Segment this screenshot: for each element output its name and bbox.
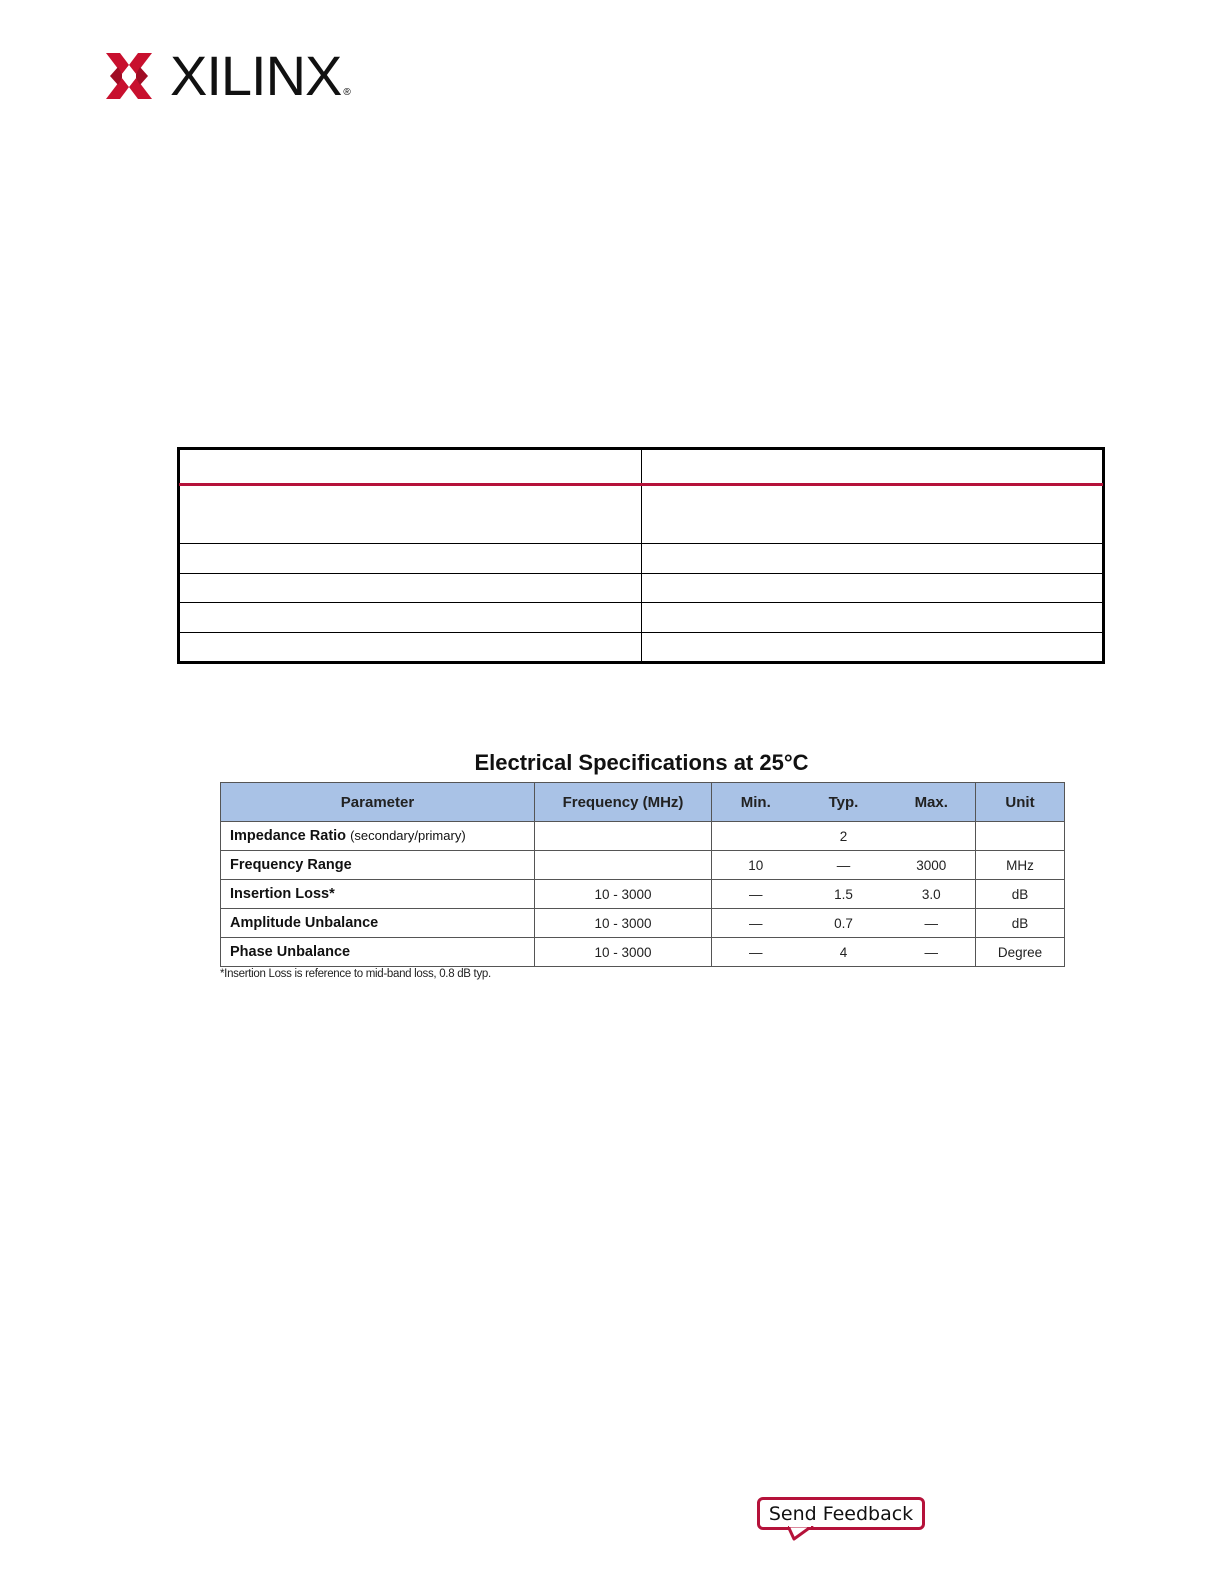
- freq-cell: 10 - 3000: [535, 909, 712, 938]
- blank-cell: [641, 632, 1103, 662]
- speech-bubble-tail-icon: [788, 1526, 814, 1542]
- send-feedback-label: Send Feedback: [768, 1502, 914, 1525]
- param-cell: [221, 851, 535, 880]
- spec-table-title: Electrical Specifications at 25°C: [474, 750, 809, 775]
- table-row: [221, 909, 1065, 938]
- blank-cell: [180, 485, 642, 544]
- freq-cell: 10 - 3000: [535, 938, 712, 967]
- param-name: Impedance Ratio: [230, 828, 347, 844]
- unit-cell: MHz: [976, 851, 1065, 880]
- table-row: [221, 880, 1065, 909]
- table-row: [221, 938, 1065, 967]
- table-row: [221, 851, 1065, 880]
- blank-table: [177, 447, 1105, 664]
- param-name: Frequency Range: [230, 857, 352, 873]
- send-feedback-button[interactable]: [757, 1497, 925, 1530]
- blank-table-row: [180, 485, 1103, 544]
- typ-cell: 1.5: [800, 880, 888, 909]
- blank-cell: [180, 544, 642, 574]
- max-cell: 3.0: [888, 880, 976, 909]
- blank-cell: [641, 450, 1103, 485]
- min-cell: [712, 822, 800, 851]
- table-footnote: *Insertion Loss is reference to mid-band loss, 0.8 dB typ.: [220, 968, 491, 980]
- freq-cell: 10 - 3000: [535, 880, 712, 909]
- blank-cell: [641, 573, 1103, 603]
- xilinx-logo: [106, 44, 351, 107]
- blank-cell: [180, 603, 642, 633]
- param-cell: [221, 880, 535, 909]
- col-header-min: Min.: [712, 783, 800, 822]
- blank-table-row: [180, 603, 1103, 633]
- col-header-typ: Typ.: [800, 783, 888, 822]
- registered-mark: ®: [343, 87, 351, 98]
- typ-cell: 4: [800, 938, 888, 967]
- xilinx-logo-icon: [106, 53, 152, 99]
- min-cell: —: [712, 909, 800, 938]
- spec-header-row: [221, 783, 1065, 822]
- col-header-frequency: Frequency (MHz): [535, 783, 712, 822]
- blank-cell: [180, 573, 642, 603]
- spec-table-container: [220, 782, 1064, 980]
- blank-table-row: [180, 544, 1103, 574]
- unit-cell: [976, 822, 1065, 851]
- freq-cell: [535, 851, 712, 880]
- freq-cell: [535, 822, 712, 851]
- blank-cell: [641, 544, 1103, 574]
- typ-cell: 0.7: [800, 909, 888, 938]
- param-subtitle: (secondary/primary): [350, 828, 466, 843]
- blank-table-row: [180, 632, 1103, 662]
- unit-cell: Degree: [976, 938, 1065, 967]
- min-cell: —: [712, 880, 800, 909]
- blank-table-header-row: [180, 450, 1103, 485]
- max-cell: —: [888, 909, 976, 938]
- unit-cell: dB: [976, 880, 1065, 909]
- param-name: Amplitude Unbalance: [230, 915, 379, 931]
- spec-table: [220, 782, 1065, 967]
- param-name: Phase Unbalance: [230, 944, 351, 960]
- max-cell: 3000: [888, 851, 976, 880]
- blank-table-row: [180, 573, 1103, 603]
- typ-cell: 2: [800, 822, 888, 851]
- table-row: [221, 822, 1065, 851]
- col-header-max: Max.: [888, 783, 976, 822]
- param-cell: [221, 822, 535, 851]
- col-header-unit: Unit: [976, 783, 1065, 822]
- max-cell: —: [888, 938, 976, 967]
- blank-cell: [641, 603, 1103, 633]
- blank-cell: [180, 632, 642, 662]
- param-cell: [221, 909, 535, 938]
- logo-wordmark: XILINX: [170, 44, 342, 107]
- param-cell: [221, 938, 535, 967]
- blank-cell: [180, 450, 642, 485]
- unit-cell: dB: [976, 909, 1065, 938]
- typ-cell: —: [800, 851, 888, 880]
- min-cell: 10: [712, 851, 800, 880]
- max-cell: [888, 822, 976, 851]
- col-header-parameter: Parameter: [221, 783, 535, 822]
- blank-cell: [641, 485, 1103, 544]
- param-name: Insertion Loss*: [230, 886, 335, 902]
- min-cell: —: [712, 938, 800, 967]
